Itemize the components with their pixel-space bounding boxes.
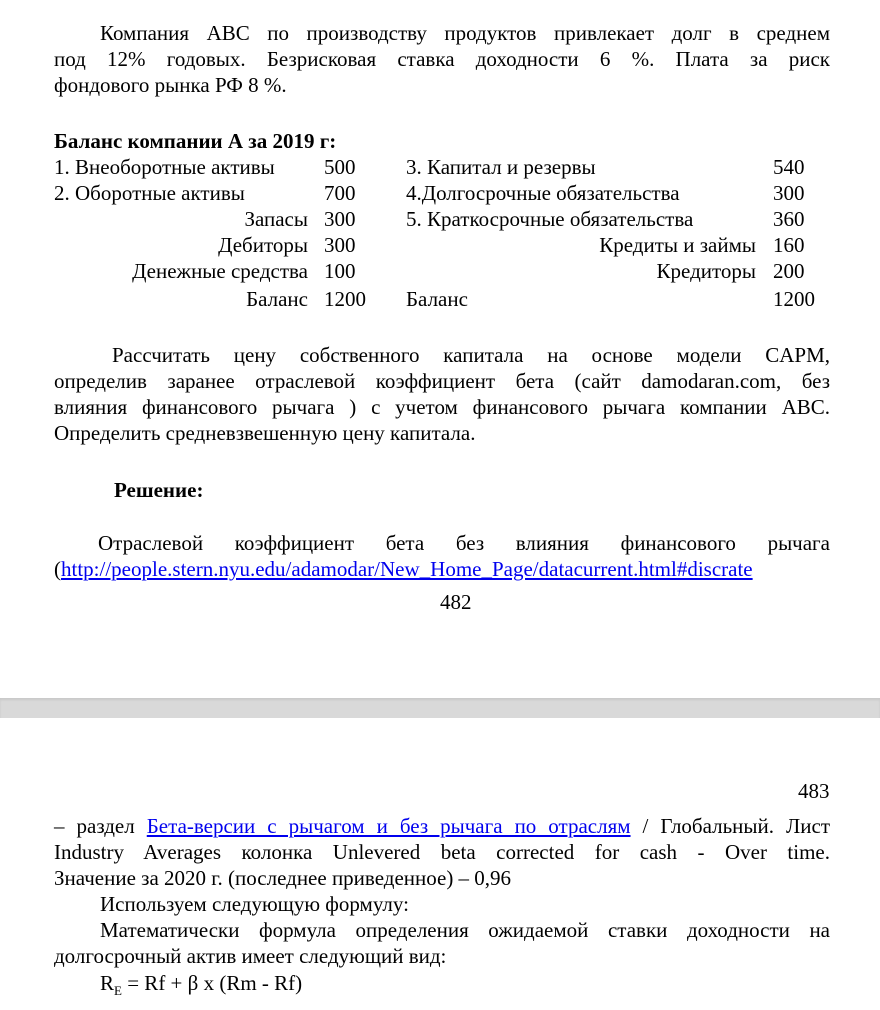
line-text: / Глобальный. Лист [630,814,831,838]
liability-label: Кредиторы [656,259,756,283]
intro-line-2: под 12% годовых. Безрисковая ставка доходности 6 %. Плата за риск [54,47,830,71]
solution-heading: Решение: [114,478,204,502]
task-line-3: влияния финансового рычага ) с учетом финансового рычага компании ABC. [54,395,830,419]
document-page-483 [0,718,880,1010]
page2-line-5: Математически формула определения ожидаемой ставки доходности на [100,918,830,942]
page2-line-2: Industry Averages колонка Unlevered beta corrected for cash - Over time. [54,840,830,864]
liability-label: Кредиты и займы [599,233,756,257]
liability-label: 5. Краткосрочные обязательства [406,207,694,231]
page2-line-1 [54,813,830,839]
asset-label: Дебиторы [218,233,308,257]
liability-label: 3. Капитал и резервы [406,155,596,179]
asset-value: 300 [324,233,356,257]
liability-value: 200 [773,259,805,283]
asset-label: 2. Оборотные активы [54,181,245,205]
task-line-1: Рассчитать цену собственного капитала на основе модели CAPM, [112,343,830,367]
liability-total-value: 1200 [773,287,815,311]
capm-formula [100,970,302,1004]
line-text: – раздел [54,814,147,838]
liability-value: 160 [773,233,805,257]
asset-label: Денежные средства [132,259,308,283]
formula-subscript: E [114,983,122,999]
solution-link-line [54,556,753,582]
liability-value: 360 [773,207,805,231]
asset-label: Запасы [244,207,308,231]
liability-total-label: Баланс [406,287,468,311]
asset-total-label: Баланс [246,287,308,311]
link-paren: ( [54,557,61,581]
asset-total-value: 1200 [324,287,366,311]
asset-value: 100 [324,259,356,283]
page2-line-6: долгосрочный актив имеет следующий вид: [54,944,447,968]
intro-line-3: фондового рынка РФ 8 %. [54,73,287,97]
solution-line-1: Отраслевой коэффициент бета без влияния финансового рычага [98,531,830,555]
formula-r: R [100,971,115,995]
formula-rest: = Rf + β x (Rm - Rf) [121,971,303,995]
beta-by-industry-link[interactable]: Бета-версии с рычагом и без рычага по отраслям [146,814,631,838]
page-separator [0,698,880,718]
intro-line-1: Компания ABC по производству продуктов привлекает долг в среднем [100,21,830,45]
asset-value: 500 [324,155,356,179]
balance-title: Баланс компании А за 2019 г: [54,129,337,153]
asset-value: 300 [324,207,356,231]
page-number: 482 [440,590,472,614]
task-line-2: определив заранее отраслевой коэффициент бета (сайт damodaran.com, без [54,369,830,393]
page2-line-3: Значение за 2020 г. (последнее приведенное) – 0,96 [54,866,512,890]
page2-line-4: Используем следующую формулу: [100,892,409,916]
asset-value: 700 [324,181,356,205]
task-line-4: Определить средневзвешенную цену капитала. [54,421,476,445]
liability-value: 540 [773,155,805,179]
asset-label: 1. Внеоборотные активы [54,155,275,179]
page-number: 483 [798,779,830,803]
liability-label: 4.Долгосрочные обязательства [406,181,680,205]
damodaran-link[interactable]: http://people.stern.nyu.edu/adamodar/New_Home_Page/datacurrent.html#discrate [61,557,753,581]
liability-value: 300 [773,181,805,205]
